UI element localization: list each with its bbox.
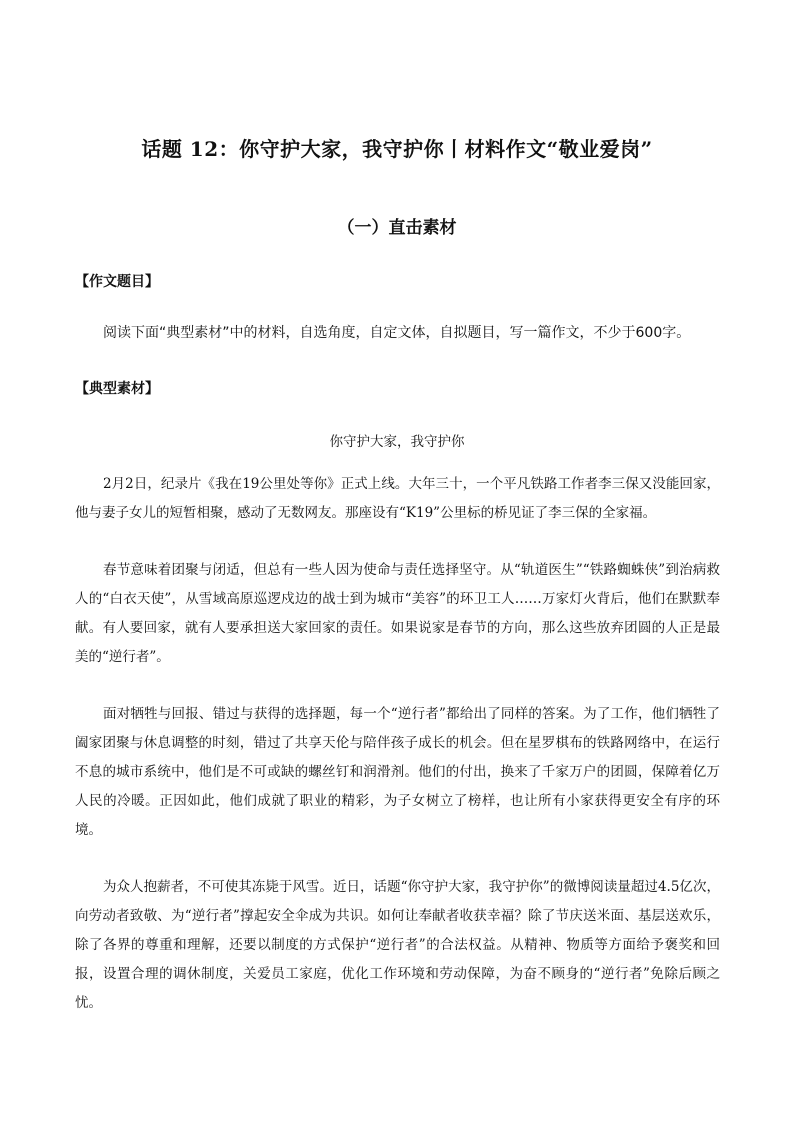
article-paragraph: 春节意味着团聚与闭适，但总有一些人因为使命与责任选择坚守。从“轨道医生”“铁路蜘蛛侠”到治病救人的“白衣天使”，从雪域高原巡逻戍边的战士到为城市“美容”的环卫工人……万家灯火背后，他们在默默奉献。有人要回家，就有人要承担送大家回家的责任。如果说家是春节的方向，那么这些放弃团圆的人正是最美的“逆行者”。 bbox=[75, 562, 720, 665]
essay-prompt: 阅读下面“典型素材”中的材料，自选角度，自定文体，自拟题目，写一篇作文，不少于600字。 bbox=[103, 325, 691, 341]
prompt-heading: 【作文题目】 bbox=[75, 274, 159, 290]
material-heading: 【典型素材】 bbox=[75, 381, 159, 397]
article-paragraph: 为众人抱薪者，不可使其冻毙于风雪。近日，话题“你守护大家，我守护你”的微博阅读量超过4.5亿次，向劳动者致敬、为“逆行者”撑起安全伞成为共识。如何让奉献者收获幸福？除了节庆送米面、基层送欢乐，除了各界的尊重和理解，还要以制度的方式保护“逆行者”的合法权益。从精神、物质等方面给予褒奖和回报，设置合理的调休制度，关爱员工家庭，优化工作环境和劳动保障，为奋不顾身的“逆行者”免除后顾之忧。 bbox=[75, 879, 720, 1011]
article-paragraph: 2月2日，纪录片《我在19公里处等你》正式上线。大年三十，一个平凡铁路工作者李三保又没能回家，他与妻子女儿的短暂相聚，感动了无数网友。那座设有“K19”公里标的桥见证了李三保的全家福。 bbox=[75, 476, 720, 521]
section-title: （一）直击素材 bbox=[337, 218, 457, 238]
document-title: 话题 12：你守护大家，我守护你丨材料作文“敬业爱岗” bbox=[141, 137, 653, 161]
article-title: 你守护大家，我守护你 bbox=[329, 434, 465, 450]
article-paragraph: 面对牺牲与回报、错过与获得的选择题，每一个“逆行者”都给出了同样的答案。为了工作，他们牺牲了阖家团聚与休息调整的时刻，错过了共享天伦与陪伴孩子成长的机会。但在星罗棋布的铁路网络中，在运行不息的城市系统中，他们是不可或缺的螺丝钉和润滑剂。他们的付出，换来了千家万户的团圆，保障着亿万人民的冷暖。正因如此，他们成就了职业的精彩，为子女树立了榜样，也让所有小家获得更安全有序的环境。 bbox=[75, 706, 720, 838]
article-body bbox=[75, 470, 720, 1046]
